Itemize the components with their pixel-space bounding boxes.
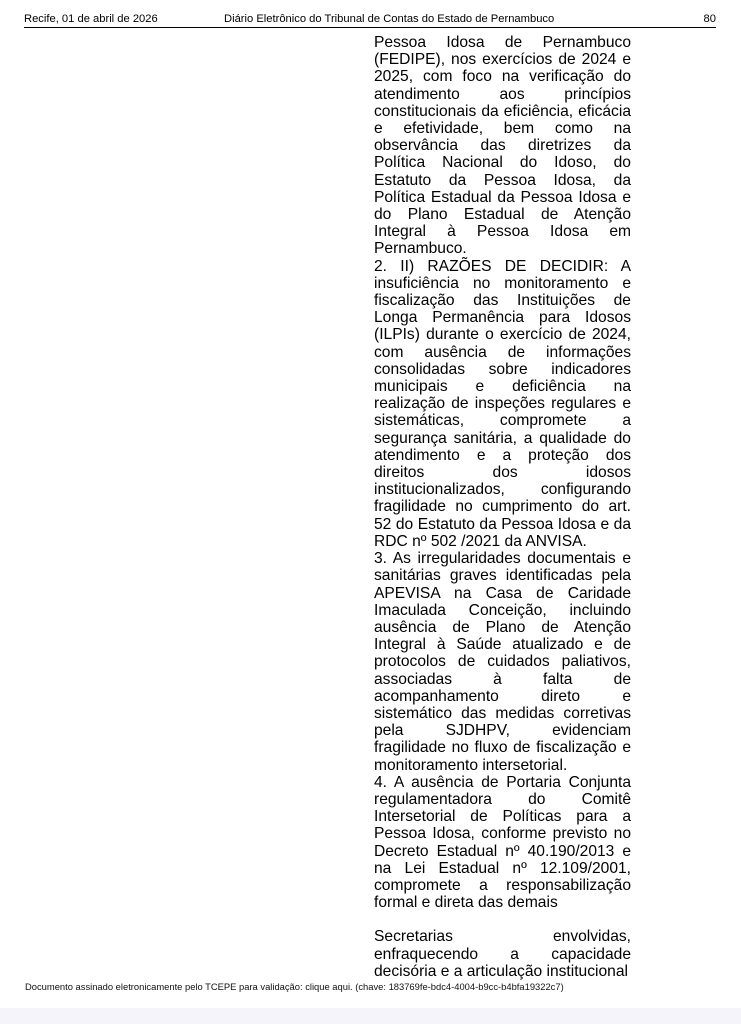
paragraph-continuation: Pessoa Idosa de Pernambuco (FEDIPE), nos exercícios de 2024 e 2025, com foco na verificação do atendimento aos princípios constitucionais da eficiência, eficácia e efetividade, bem como na observância das diretrizes da Política Nacional do Idoso, do Estatuto da Pessoa Idosa, da Política Estadual da Pessoa Idosa e do Plano Estadual de Atenção Integral à Pessoa Idosa em Pernambuco. [374, 34, 631, 258]
paragraph-item-3: 3. As irregularidades documentais e sanitárias graves identificadas pela APEVISA na Casa de Caridade Imaculada Conceição, incluindo ausência de Plano de Atenção Integral à Saúde atualizado e de protocolos de cuidados paliativos, associadas à falta de acompanhamento direto e sistemático das medidas corretivas pela SJDHPV, evidenciam fragilidade no fluxo de fiscalização e monitoramento intersetorial. [374, 550, 631, 774]
publication-date: Recife, 01 de abril de 2026 [24, 13, 158, 25]
page-number: 80 [703, 13, 716, 25]
paragraph-item-4-continued: Secretarias envolvidas, enfraquecendo a capacidade decisória e a articulação institucional [374, 928, 631, 980]
signature-validation-link[interactable]: Documento assinado eletronicamente pelo TCEPE para validação: clique aqui. (chave: 183769fe-bdc4-4004-b9cc-b4bfa19322c7) [25, 981, 564, 992]
header-divider [24, 27, 716, 28]
text-column [374, 34, 631, 980]
journal-title: Diário Eletrônico do Tribunal de Contas do Estado de Pernambuco [224, 13, 555, 25]
paragraph-item-4: 4. A ausência de Portaria Conjunta regulamentadora do Comitê Intersetorial de Políticas para a Pessoa Idosa, conforme previsto no Decreto Estadual nº 40.190/2013 e na Lei Estadual nº 12.109/2001, compromete a responsabilização formal e direta das demais [374, 773, 631, 912]
bottom-band [0, 1008, 741, 1024]
page-header [24, 12, 716, 28]
paragraph-item-2: 2. II) RAZÕES DE DECIDIR: A insuficiência no monitoramento e fiscalização das Instituições de Longa Permanência para Idosos (ILPIs) durante o exercício de 2024, com ausência de informações consolidadas sobre indicadores municipais e deficiência na realização de inspeções regulares e sistemáticas, compromete a segurança sanitária, a qualidade do atendimento e a proteção dos direitos dos idosos institucionalizados, configurando fragilidade no cumprimento do art. 52 do Estatuto da Pessoa Idosa e da RDC nº 502 /2021 da ANVISA. [374, 257, 631, 550]
